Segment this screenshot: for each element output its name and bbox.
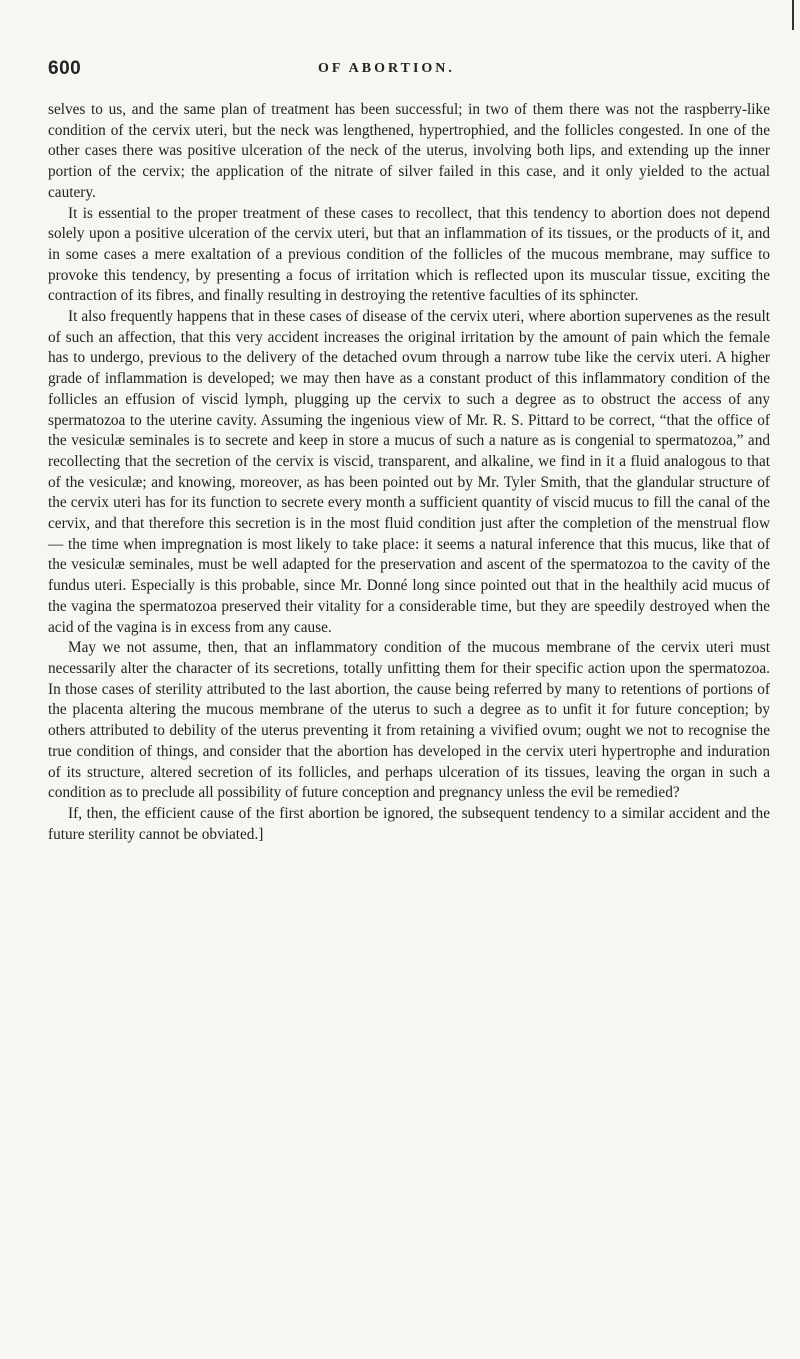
body-text bbox=[48, 100, 770, 845]
running-head: OF ABORTION. bbox=[318, 61, 455, 76]
paragraph: It also frequently happens that in these cases of disease of the cervix uteri, where abortion supervenes as the result of such an affection, that this very accident increases the original irritation by the amount of pain which the female has to undergo, previous to the delivery of the detached ovum through a narrow tube like the cervix uteri. A higher grade of inflammation is developed; we may then have as a constant product of this inflammatory condition of the follicles an effusion of viscid lymph, plugging up the cervix to such a degree as to obstruct the access of any spermatozoa to the uterine cavity. Assuming the ingenious view of Mr. R. S. Pittard to be correct, “that the office of the vesiculæ seminales is to secrete and keep in store a mucus of such a nature as is congenial to spermatozoa,” and recollecting that the secretion of the cervix is viscid, transparent, and alkaline, we find in it a fluid analogous to that of the vesiculæ; and knowing, moreover, as has been pointed out by Mr. Tyler Smith, that the glandular structure of the cervix uteri has for its function to secrete every month a sufficient quantity of viscid mucus to fill the canal of the cervix, and that therefore this secretion is in the most fluid condition just after the completion of the menstrual flow — the time when impregnation is most likely to take place: it seems a natural inference that this mucus, like that of the vesiculæ seminales, must be well adapted for the preservation and ascent of the spermatozoa to the cavity of the fundus uteri. Especially is this probable, since Mr. Donné long since pointed out that in the healthily acid mucus of the vagina the spermatozoa preserved their vitality for a considerable time, but they are speedily destroyed when the acid of the vagina is in excess from any cause. bbox=[48, 308, 770, 636]
paragraph: If, then, the efficient cause of the first abortion be ignored, the subsequent tendency to a similar accident and the future sterility cannot be obviated.] bbox=[48, 804, 770, 843]
page-edge-rule bbox=[792, 0, 794, 30]
paragraph: It is essential to the proper treatment of these cases to recollect, that this tendency to abortion does not depend solely upon a positive ulceration of the cervix uteri, but that an inflammation of its tissues, or the products of it, and in some cases a mere exaltation of a previous condition of the follicles of the mucous membrane, may suffice to provoke this tendency, by presenting a focus of irritation which is reflected upon its muscular tissue, exciting the contraction of its fibres, and finally resulting in destroying the retentive faculties of its sphincter. bbox=[48, 204, 770, 305]
paragraph-continuation: selves to us, and the same plan of treatment has been successful; in two of them there was not the raspberry-like condition of the cervix uteri, but the neck was lengthened, hypertrophied, and the follicles congested. In one of the other cases there was positive ulceration of the neck of the uterus, involving both lips, and extending up the inner portion of the cervix; the application of the nitrate of silver failed in this case, and it only yielded to the actual cautery. bbox=[48, 101, 770, 201]
page-header bbox=[48, 58, 768, 84]
paragraph: May we not assume, then, that an inflammatory condition of the mucous membrane of the cervix uteri must necessarily alter the character of its secretions, totally unfitting them for their specific action upon the spermatozoa. In those cases of sterility attributed to the last abortion, the cause being referred by many to retentions of portions of the placenta altering the mucous membrane of the uterus to such a degree as to unfit it for future conception; by others attributed to debility of the uterus preventing it from retaining a vivified ovum; ought we not to recognise the true condition of things, and consider that the abortion has developed in the cervix uteri hypertrophe and induration of its structure, altered secretion of its follicles, and perhaps ulceration of its tissues, leaving the organ in such a condition as to preclude all possibility of future conception and pregnancy unless the evil be remedied? bbox=[48, 639, 770, 802]
page-number: 600 bbox=[48, 58, 82, 79]
